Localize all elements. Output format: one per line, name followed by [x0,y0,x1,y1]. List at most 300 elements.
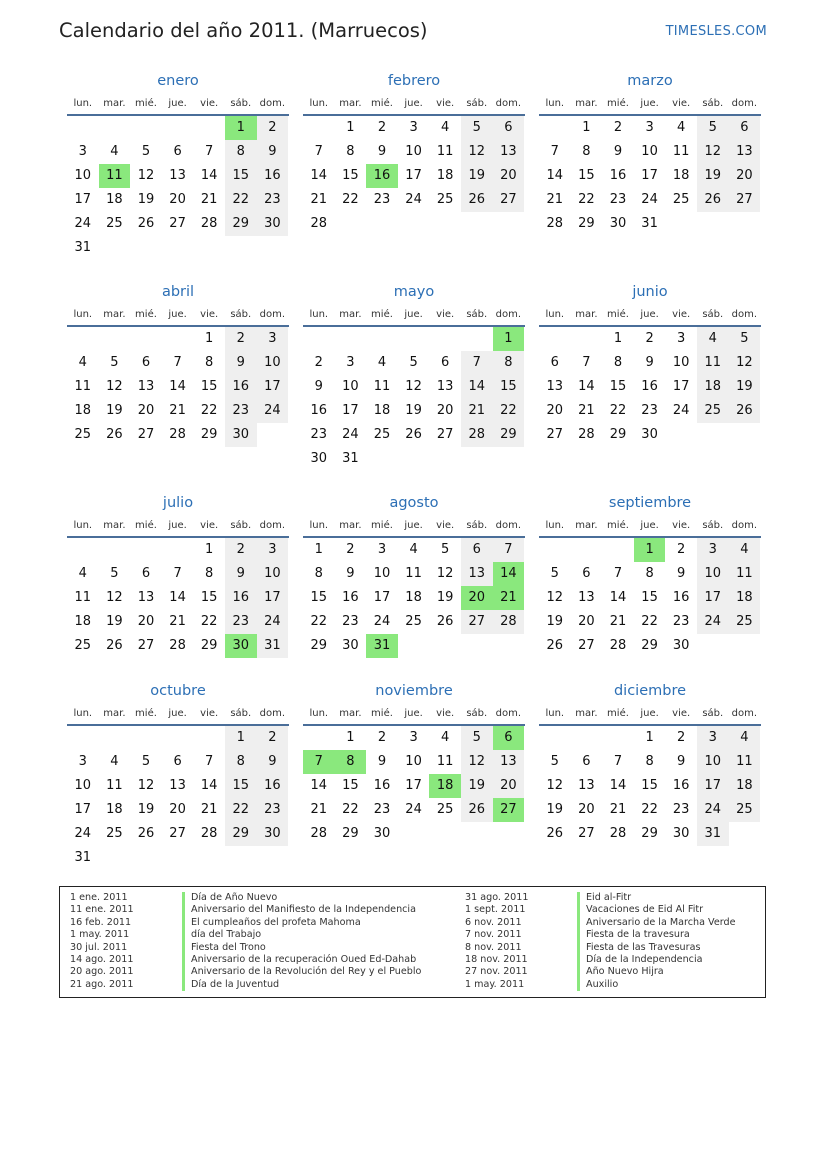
holiday-row [465,892,736,904]
weekday-label: sáb. [230,97,252,109]
holiday-date: 30 jul. 2011 [70,941,128,953]
week-row [303,351,525,375]
day-cell: 5 [550,566,559,581]
week-row [539,774,761,798]
holiday-name: Aniversario de la Marcha Verde [577,917,736,929]
day-cell: 15 [225,774,257,798]
day-cell: 20 [436,403,454,418]
empty-cell [729,634,761,658]
day-cell: 9 [377,754,387,769]
empty-cell [602,538,634,562]
weekday-label: mié. [607,707,629,719]
weekday-label: dom. [731,308,758,320]
day-cell: 13 [169,778,186,793]
day-cell: 15 [641,590,658,605]
empty-cell [429,634,461,658]
day-cell: 13 [137,590,155,605]
week-row [67,212,289,236]
week-row [539,212,761,236]
day-cell: 23 [310,427,328,442]
weekday-header [67,92,289,116]
empty-cell [303,726,335,750]
weekday-label: dom. [731,97,758,109]
month-name: diciembre [613,683,687,699]
week-row [67,774,289,798]
day-cell: 3 [257,538,289,562]
week-row [303,399,525,423]
brand-logo[interactable]: TIMESLES.COM [665,24,767,39]
empty-cell [493,447,525,471]
day-cell: 30 [641,427,658,442]
day-cell: 10 [74,168,92,183]
empty-cell [162,846,194,870]
day-cell: 28 [609,826,627,841]
holiday-date: 1 sept. 2011 [465,904,526,916]
day-cell: 22 [641,614,658,629]
day-cell: 19 [137,192,155,207]
day-cell: 18 [74,403,92,418]
weekday-label: mié. [371,519,393,531]
empty-cell [461,634,493,658]
week-row [303,164,525,188]
month-marzo [539,70,761,236]
day-cell: 2 [225,327,257,351]
day-cell: 22 [310,614,328,629]
weekday-label: mar. [575,97,598,109]
week-row [303,634,525,658]
empty-cell [99,236,131,260]
month-name: mayo [393,284,435,300]
weekday-header [67,702,289,726]
day-cell: 3 [645,120,654,135]
day-cell: 27 [169,216,186,231]
day-cell: 28 [169,427,186,442]
holiday-name: El cumpleaños del profeta Mahoma [182,917,361,929]
day-cell: 8 [613,355,623,370]
day-cell: 12 [137,778,155,793]
day-cell: 26 [137,826,155,841]
week-row [303,140,525,164]
day-cell: 2 [613,120,623,135]
day-cell: 31 [342,451,359,466]
month-febrero [303,70,525,236]
day-cell: 4 [441,120,450,135]
weekday-label: sáb. [702,707,724,719]
day-cell: 3 [346,355,355,370]
day-cell: 27 [578,638,595,653]
holiday-row [70,954,421,966]
day-cell: 6 [461,538,493,562]
day-cell: 9 [225,351,257,375]
day-cell: 25 [436,802,454,817]
day-cell: 12 [729,351,761,375]
week-row [303,538,525,562]
day-cell: 14 [609,590,627,605]
weekday-label: sáb. [702,519,724,531]
day-cell: 8 [205,355,214,370]
day-cell: 1 [225,726,257,750]
day-cell: 13 [493,140,525,164]
week-row [539,538,761,562]
holiday-day-cell: 7 [303,750,335,774]
day-cell: 10 [697,562,729,586]
holiday-name: Año Nuevo Hijra [577,966,664,978]
day-cell: 2 [677,730,686,745]
weekday-label: jue. [168,707,187,719]
empty-cell [429,822,461,846]
day-cell: 7 [613,566,623,581]
day-cell: 15 [609,379,627,394]
holiday-row [465,942,736,954]
day-cell: 30 [373,826,391,841]
day-cell: 8 [225,140,257,164]
day-cell: 21 [200,192,218,207]
holiday-list-right [465,892,736,991]
day-cell: 15 [200,379,218,394]
day-cell: 21 [609,614,627,629]
day-cell: 5 [409,355,418,370]
day-cell: 23 [373,192,391,207]
empty-cell [67,726,99,750]
day-cell: 29 [200,427,218,442]
month-name: marzo [627,73,673,89]
day-cell: 23 [373,802,391,817]
day-cell: 11 [436,144,454,159]
day-cell: 16 [225,586,257,610]
holiday-row [465,979,736,991]
day-cell: 18 [373,403,391,418]
day-cell: 2 [225,538,257,562]
day-cell: 28 [200,216,218,231]
week-row [303,822,525,846]
weekday-label: jue. [640,308,659,320]
day-cell: 8 [645,566,654,581]
day-cell: 18 [405,590,422,605]
weekday-label: jue. [404,97,423,109]
weekday-label: jue. [404,308,423,320]
day-cell: 7 [205,144,214,159]
day-cell: 14 [169,379,186,394]
day-cell: 7 [493,538,525,562]
weekday-label: vie. [200,97,219,109]
empty-cell [665,423,697,447]
day-cell: 18 [74,614,92,629]
day-cell: 25 [74,638,92,653]
empty-cell [303,116,335,140]
day-cell: 2 [346,542,355,557]
week-row [539,399,761,423]
day-cell: 13 [436,379,454,394]
holiday-name: Aniversario de la recuperación Oued Ed-Dahab [182,954,416,966]
day-cell: 29 [493,423,525,447]
day-cell: 8 [346,144,355,159]
empty-cell [130,538,162,562]
weekday-label: vie. [200,707,219,719]
day-cell: 26 [461,188,493,212]
weekday-label: vie. [672,308,691,320]
weekday-label: dom. [259,519,286,531]
day-cell: 6 [493,116,525,140]
day-cell: 19 [461,774,493,798]
week-row [303,750,525,774]
day-cell: 10 [257,351,289,375]
day-cell: 3 [697,726,729,750]
holiday-name: Fiesta del Trono [182,942,266,954]
day-cell: 28 [461,423,493,447]
day-cell: 21 [169,403,186,418]
day-cell: 20 [169,192,186,207]
day-cell: 8 [645,754,654,769]
week-row [539,750,761,774]
empty-cell [130,116,162,140]
empty-cell [398,327,430,351]
week-row [303,562,525,586]
day-cell: 21 [461,399,493,423]
empty-cell [398,822,430,846]
holiday-name: Eid al-Fitr [577,892,631,904]
day-cell: 19 [729,375,761,399]
day-cell: 17 [257,586,289,610]
weekday-label: vie. [436,707,455,719]
day-cell: 31 [257,634,289,658]
day-cell: 18 [697,375,729,399]
weekday-label: mar. [339,308,362,320]
weekday-label: lun. [73,308,93,320]
weekday-label: sáb. [702,308,724,320]
day-cell: 4 [110,754,119,769]
day-cell: 4 [441,730,450,745]
weekday-label: mié. [371,308,393,320]
day-cell: 3 [257,327,289,351]
empty-cell [539,116,571,140]
empty-cell [335,327,367,351]
day-cell: 5 [141,144,151,159]
weekday-label: lun. [73,519,93,531]
holiday-name: Aniversario del Manifiesto de la Independencia [182,904,416,916]
day-cell: 15 [641,778,658,793]
day-cell: 15 [578,168,595,183]
day-cell: 22 [225,798,257,822]
weekday-label: mar. [103,308,126,320]
day-cell: 16 [672,590,690,605]
day-cell: 15 [225,164,257,188]
day-cell: 17 [405,778,422,793]
month-agosto [303,492,525,658]
empty-cell [461,327,493,351]
day-cell: 15 [200,590,218,605]
day-cell: 29 [225,212,257,236]
empty-cell [303,327,335,351]
week-row [67,188,289,212]
empty-cell [539,726,571,750]
weekday-label: mar. [103,97,126,109]
weekday-label: mié. [135,519,157,531]
weekday-label: mié. [607,308,629,320]
weekday-header [303,702,525,726]
weekday-label: vie. [436,308,455,320]
day-cell: 25 [106,216,123,231]
day-cell: 2 [377,120,387,135]
holiday-row [465,929,736,941]
holiday-date: 1 ene. 2011 [70,892,128,903]
day-cell: 9 [346,566,355,581]
week-row [67,798,289,822]
holiday-day-cell: 8 [335,750,367,774]
holiday-date: 21 ago. 2011 [70,978,134,990]
week-row [303,610,525,634]
empty-cell [602,726,634,750]
day-cell: 23 [225,399,257,423]
weekday-label: mar. [575,519,598,531]
day-cell: 22 [200,403,218,418]
week-row [539,188,761,212]
day-cell: 21 [310,192,328,207]
holiday-day-cell: 18 [429,774,461,798]
empty-cell [366,447,398,471]
month-octubre [67,680,289,870]
empty-cell [493,822,525,846]
day-cell: 5 [141,754,151,769]
day-cell: 30 [672,638,690,653]
holiday-day-cell: 27 [493,798,525,822]
day-cell: 6 [173,144,182,159]
day-cell: 20 [137,403,155,418]
week-row [539,634,761,658]
weekday-label: mié. [607,97,629,109]
day-cell: 21 [578,403,595,418]
day-cell: 9 [257,140,289,164]
day-cell: 27 [493,188,525,212]
weekday-label: mar. [339,97,362,109]
empty-cell [162,236,194,260]
day-cell: 27 [137,638,155,653]
week-row [539,327,761,351]
day-cell: 22 [342,192,359,207]
week-row [67,399,289,423]
day-cell: 24 [74,826,92,841]
week-row [67,822,289,846]
day-cell: 2 [257,116,289,140]
empty-cell [99,726,131,750]
day-cell: 29 [609,427,627,442]
weekday-label: jue. [640,97,659,109]
weekday-label: jue. [640,519,659,531]
month-name: febrero [387,73,441,89]
day-cell: 26 [729,399,761,423]
week-row [67,538,289,562]
month-name: abril [161,284,195,300]
day-cell: 28 [609,638,627,653]
holiday-date: 11 ene. 2011 [70,904,134,916]
weekday-label: mié. [607,519,629,531]
holiday-date: 31 ago. 2011 [465,892,529,903]
empty-cell [461,212,493,236]
day-cell: 17 [257,375,289,399]
empty-cell [571,538,603,562]
weekday-label: vie. [672,97,691,109]
day-cell: 16 [257,774,289,798]
day-cell: 11 [672,144,690,159]
day-cell: 13 [137,379,155,394]
day-cell: 25 [729,610,761,634]
weekday-label: mar. [575,707,598,719]
holiday-date: 20 ago. 2011 [70,966,134,978]
week-row [539,140,761,164]
day-cell: 27 [578,826,595,841]
month-abril [67,281,289,447]
day-cell: 5 [697,116,729,140]
day-cell: 9 [225,562,257,586]
day-cell: 19 [436,590,454,605]
day-cell: 19 [697,164,729,188]
empty-cell [729,212,761,236]
empty-cell [99,116,131,140]
week-row [67,634,289,658]
weekday-label: vie. [672,707,691,719]
day-cell: 21 [546,192,564,207]
empty-cell [697,423,729,447]
day-cell: 13 [169,168,186,183]
week-row [539,798,761,822]
week-row [67,562,289,586]
day-cell: 5 [729,327,761,351]
empty-cell [461,447,493,471]
day-cell: 11 [405,566,422,581]
weekday-label: mar. [339,707,362,719]
weekday-label: vie. [436,519,455,531]
day-cell: 8 [493,351,525,375]
day-cell: 12 [461,750,493,774]
empty-cell [193,236,225,260]
day-cell: 30 [225,423,257,447]
day-cell: 27 [461,610,493,634]
empty-cell [429,327,461,351]
week-row [67,423,289,447]
day-cell: 20 [493,774,525,798]
day-cell: 7 [613,754,623,769]
day-cell: 18 [729,774,761,798]
day-cell: 17 [373,590,391,605]
empty-cell [493,634,525,658]
day-cell: 17 [74,802,92,817]
day-cell: 30 [609,216,627,231]
day-cell: 1 [582,120,591,135]
day-cell: 7 [205,754,214,769]
month-name: junio [632,284,668,300]
month-name: octubre [150,683,206,699]
day-cell: 9 [645,355,654,370]
day-cell: 12 [697,140,729,164]
day-cell: 25 [436,192,454,207]
empty-cell [162,538,194,562]
day-cell: 23 [257,798,289,822]
day-cell: 14 [310,168,328,183]
empty-cell [539,538,571,562]
day-cell: 24 [342,427,359,442]
day-cell: 26 [461,798,493,822]
day-cell: 15 [493,375,525,399]
day-cell: 29 [641,638,658,653]
day-cell: 23 [672,614,690,629]
month-name: enero [157,73,199,89]
empty-cell [99,538,131,562]
empty-cell [571,327,603,351]
week-row [539,116,761,140]
weekday-header [303,514,525,538]
weekday-label: lun. [309,97,329,109]
holiday-name: Día de la Juventud [182,979,279,991]
weekday-label: sáb. [702,97,724,109]
